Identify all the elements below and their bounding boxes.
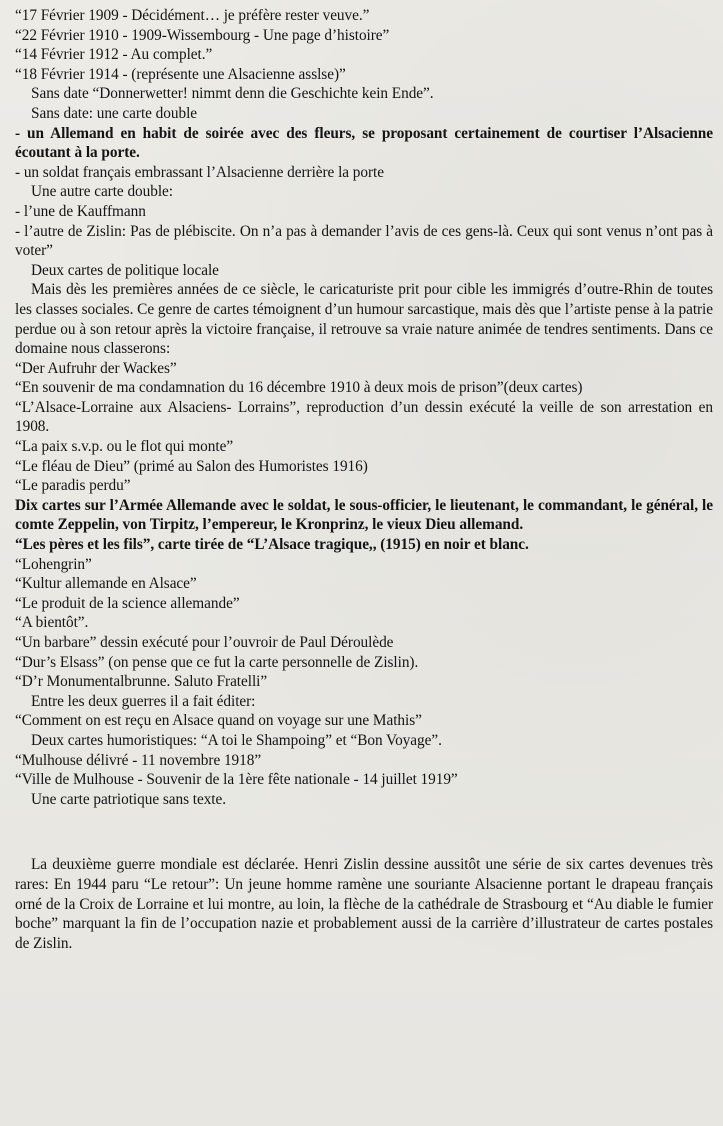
text-paragraph: “En souvenir de ma condamnation du 16 décembre 1910 à deux mois de prison”(deux cartes) bbox=[15, 379, 583, 397]
text-paragraph: Mais dès les premières années de ce siècle, le caricaturiste prit pour cible les immigrés d’outre-Rhin de toutes les classes sociales. Ce genre de cartes témoignent d’un humour sarcastique, mais dès que l’artiste pense à la patrie perdue ou à son retour après la victoire française, il retrouve sa vraie nature animée de tendres sentiments. Dans ce domaine nous classerons: bbox=[15, 281, 713, 358]
text-line: - un soldat français embrassant l’Alsacienne derrière la porte bbox=[15, 163, 384, 181]
text-paragraph: “L’Alsace-Lorraine aux Alsaciens- Lorrains”, reproduction d’un dessin exécuté la veille de son arrestation en 1908. bbox=[15, 398, 713, 436]
text-line: “17 Février 1909 - Décidément… je préfère rester veuve.” bbox=[15, 7, 370, 24]
text-line: “Les pères et les fils”, carte tirée de “L’Alsace tragique,, (1915) en noir et blanc. bbox=[15, 536, 529, 554]
text-paragraph: Dix cartes sur l’Armée Allemande avec le soldat, le sous-officier, le lieutenant, le commandant, le général, le comte Zeppelin, von Tirpitz, l’empereur, le Kronprinz, le vieux Dieu allemand. bbox=[15, 496, 713, 534]
text-line: Une autre carte double: bbox=[31, 183, 173, 201]
text-line: Deux cartes de politique locale bbox=[31, 261, 219, 279]
text-line: “D’r Monumentalbrunne. Saluto Fratelli” bbox=[15, 673, 268, 691]
text-line: Entre les deux guerres il a fait éditer: bbox=[31, 692, 256, 710]
text-line: “Le fléau de Dieu” (primé au Salon des Humoristes 1916) bbox=[15, 457, 368, 475]
text-line: “La paix s.v.p. ou le flot qui monte” bbox=[15, 438, 234, 456]
text-paragraph: La deuxième guerre mondiale est déclarée. Henri Zislin dessine aussitôt une série de six cartes devenues très rares: En 1944 paru “Le retour”: Un jeune homme ramène une souriante Alsacienne portant le drapeau français orné de la Croix de Lorraine et lui montre, au loin, la flèche de la cathédrale de Strasbourg et “Au diable le fumier boche” marquant la fin de l’occupation nazie et probablement aussi de la carrière d’illustrateur de cartes postales de Zislin. bbox=[15, 856, 713, 952]
text-line: “Un barbare” dessin exécuté pour l’ouvroir de Paul Déroulède bbox=[15, 634, 394, 651]
document-body bbox=[15, 6, 713, 953]
text-line: “18 Février 1914 - (représente une Alsacienne asslse)” bbox=[15, 65, 346, 83]
text-line: “Dur’s Elsass” (on pense que ce fut la carte personnelle de Zislin). bbox=[15, 653, 419, 671]
text-line: “Kultur allemande en Alsace” bbox=[15, 575, 197, 593]
text-line: “Lohengrin” bbox=[15, 555, 92, 573]
text-line: “22 Février 1910 - 1909-Wissembourg - Une page d’histoire” bbox=[15, 26, 390, 44]
text-line: “A bientôt”. bbox=[15, 614, 89, 632]
text-paragraph: - l’autre de Zislin: Pas de plébiscite. On n’a pas à demander l’avis de ces gens-là. Ceux qui sont venus n’ont pas à voter” bbox=[15, 222, 713, 260]
text-line: “14 Février 1912 - Au complet.” bbox=[15, 46, 213, 64]
text-line: “Der Aufruhr der Wackes” bbox=[15, 359, 177, 377]
text-paragraph: - un Allemand en habit de soirée avec des fleurs, se proposant certainement de courtiser l’Alsacienne écoutant à la porte. bbox=[15, 124, 713, 162]
text-line: Deux cartes humoristiques: “A toi le Shampoing” et “Bon Voyage”. bbox=[31, 731, 442, 749]
text-line: “Le paradis perdu” bbox=[15, 477, 131, 495]
text-line: “Le produit de la science allemande” bbox=[15, 594, 240, 612]
text-line: - l’une de Kauffmann bbox=[15, 202, 146, 220]
text-line: “Mulhouse délivré - 11 novembre 1918” bbox=[15, 751, 262, 769]
text-line: “Ville de Mulhouse - Souvenir de la 1ère fête nationale - 14 juillet 1919” bbox=[15, 771, 458, 789]
text-line: Sans date “Donnerwetter! nimmt denn die Geschichte kein Ende”. bbox=[31, 85, 434, 103]
text-line: Sans date: une carte double bbox=[31, 104, 198, 122]
text-line: Une carte patriotique sans texte. bbox=[31, 790, 227, 808]
text-line: “Comment on est reçu en Alsace quand on voyage sur une Mathis” bbox=[15, 712, 422, 730]
